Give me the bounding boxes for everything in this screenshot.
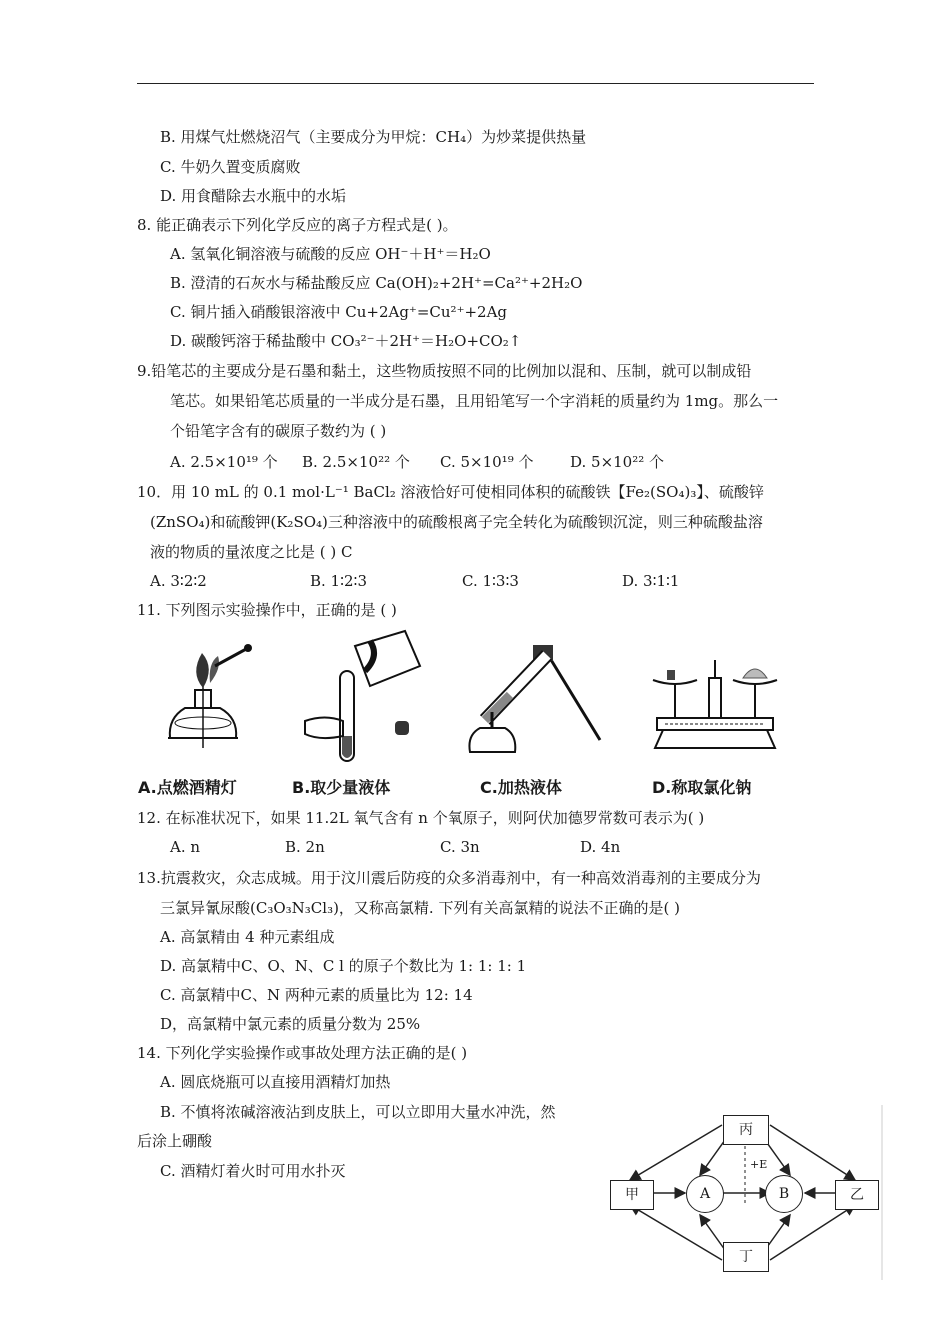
q7-option-c: C. 牛奶久置变质腐败: [160, 158, 301, 176]
q13-option-d: D，高氯精中氯元素的质量分数为 25%: [160, 1015, 421, 1033]
figure-a-caption: A.点燃酒精灯: [138, 778, 237, 797]
q14-option-b-line-1: B. 不慎将浓碱溶液沾到皮肤上，可以立即用大量水冲洗，然: [160, 1103, 556, 1121]
q8-stem: 8. 能正确表示下列化学反应的离子方程式是( )。: [137, 216, 458, 234]
weighing-sodium-chloride-figure: [645, 658, 785, 758]
diagram-circle-b: B: [765, 1175, 803, 1213]
heating-liquid-figure: [455, 640, 605, 760]
q12-option-b: B. 2n: [285, 838, 325, 856]
q7-option-b: B. 用煤气灶燃烧沼气（主要成分为甲烷：CH₄）为炒菜提供热量: [160, 128, 587, 146]
q10-option-b: B. 1∶2∶3: [310, 572, 367, 590]
diagram-circle-a: A: [686, 1175, 724, 1213]
q14-option-b-line-2: 后涂上硼酸: [137, 1132, 213, 1150]
q14-stem: 14. 下列化学实验操作或事故处理方法正确的是( ): [137, 1044, 468, 1062]
q8-option-d: D. 碳酸钙溶于稀盐酸中 CO₃²⁻＋2H⁺＝H₂O+CO₂↑: [170, 332, 522, 350]
q13-option-c: C. 高氯精中C、N 两种元素的质量比为 12: 14: [160, 986, 473, 1004]
diagram-node-yi: 乙: [835, 1180, 879, 1210]
q10-option-d: D. 3∶1∶1: [622, 572, 680, 590]
lighting-alcohol-lamp-figure: [160, 638, 260, 758]
q11-stem: 11. 下列图示实验操作中，正确的是 ( ): [137, 601, 397, 619]
figure-b-caption: B.取少量液体: [292, 778, 391, 797]
q10-option-a: A. 3∶2∶2: [150, 572, 207, 590]
q13-line-1: 13.抗震救灾，众志成城。用于汶川震后防疫的众多消毒剂中，有一种高效消毒剂的主要成分为: [137, 869, 761, 887]
q10-line-2: (ZnSO₄)和硫酸钾(K₂SO₄)三种溶液中的硫酸根离子完全转化为硫酸钡沉淀，则三种硫酸盐溶: [150, 513, 763, 531]
q8-option-b: B. 澄清的石灰水与稀盐酸反应 Ca(OH)₂+2H⁺=Ca²⁺+2H₂O: [170, 274, 583, 292]
q7-option-d: D. 用食醋除去水瓶中的水垢: [160, 187, 347, 205]
q13-option-a: A. 高氯精由 4 种元素组成: [160, 928, 335, 946]
figure-c-caption: C.加热液体: [480, 778, 562, 797]
q8-option-a: A. 氢氧化铜溶液与硫酸的反应 OH⁻＋H⁺＝H₂O: [170, 245, 491, 263]
q9-option-c: C. 5×10¹⁹ 个: [440, 453, 534, 471]
q9-option-b: B. 2.5×10²² 个: [302, 453, 410, 471]
diagram-node-ding: 丁: [723, 1242, 769, 1272]
q13-option-d-ratio: D. 高氯精中C、O、N、C l 的原子个数比为 1: 1: 1: 1: [160, 957, 527, 975]
q10-line-3: 液的物质的量浓度之比是 ( ) C: [150, 543, 353, 561]
q9-line-1: 9.铅笔芯的主要成分是石墨和黏土，这些物质按照不同的比例加以混和、压制，就可以制成铅: [137, 362, 752, 380]
diagram-node-bing: 丙: [723, 1115, 769, 1145]
q14-option-a: A. 圆底烧瓶可以直接用酒精灯加热: [160, 1073, 391, 1091]
q9-line-3: 个铅笔字含有的碳原子数约为 ( ): [170, 422, 387, 440]
q12-stem: 12. 在标准状况下，如果 11.2L 氧气含有 n 个氧原子，则阿伏加德罗常数可表示为( ): [137, 809, 705, 827]
q9-line-2: 笔芯。如果铅笔芯质量的一半成分是石墨，且用铅笔写一个字消耗的质量约为 1mg。那么一: [170, 392, 779, 410]
header-rule: [137, 83, 814, 84]
q12-option-a: A. n: [170, 838, 201, 856]
q10-option-c: C. 1∶3∶3: [462, 572, 519, 590]
q9-option-a: A. 2.5×10¹⁹ 个: [170, 453, 278, 471]
q12-option-d: D. 4n: [580, 838, 621, 856]
q13-line-2: 三氯异氰尿酸(C₃O₃N₃Cl₃)，又称高氯精. 下列有关高氯精的说法不正确的是( ): [160, 899, 680, 917]
q10-line-1: 10．用 10 mL 的 0.1 mol·L⁻¹ BaCl₂ 溶液恰好可使相同体积的硫酸铁【Fe₂(SO₄)₃】、硫酸锌: [137, 483, 764, 501]
q14-option-c: C. 酒精灯着火时可用水扑灭: [160, 1162, 346, 1180]
q9-option-d: D. 5×10²² 个: [570, 453, 665, 471]
diagram-node-jia: 甲: [610, 1180, 654, 1210]
diagram-energy-label: +E: [750, 1158, 768, 1171]
q12-option-c: C. 3n: [440, 838, 480, 856]
figure-d-caption: D.称取氯化钠: [652, 778, 752, 797]
taking-liquid-figure: [295, 626, 425, 766]
q8-option-c: C. 铜片插入硝酸银溶液中 Cu+2Ag⁺=Cu²⁺+2Ag: [170, 303, 508, 321]
